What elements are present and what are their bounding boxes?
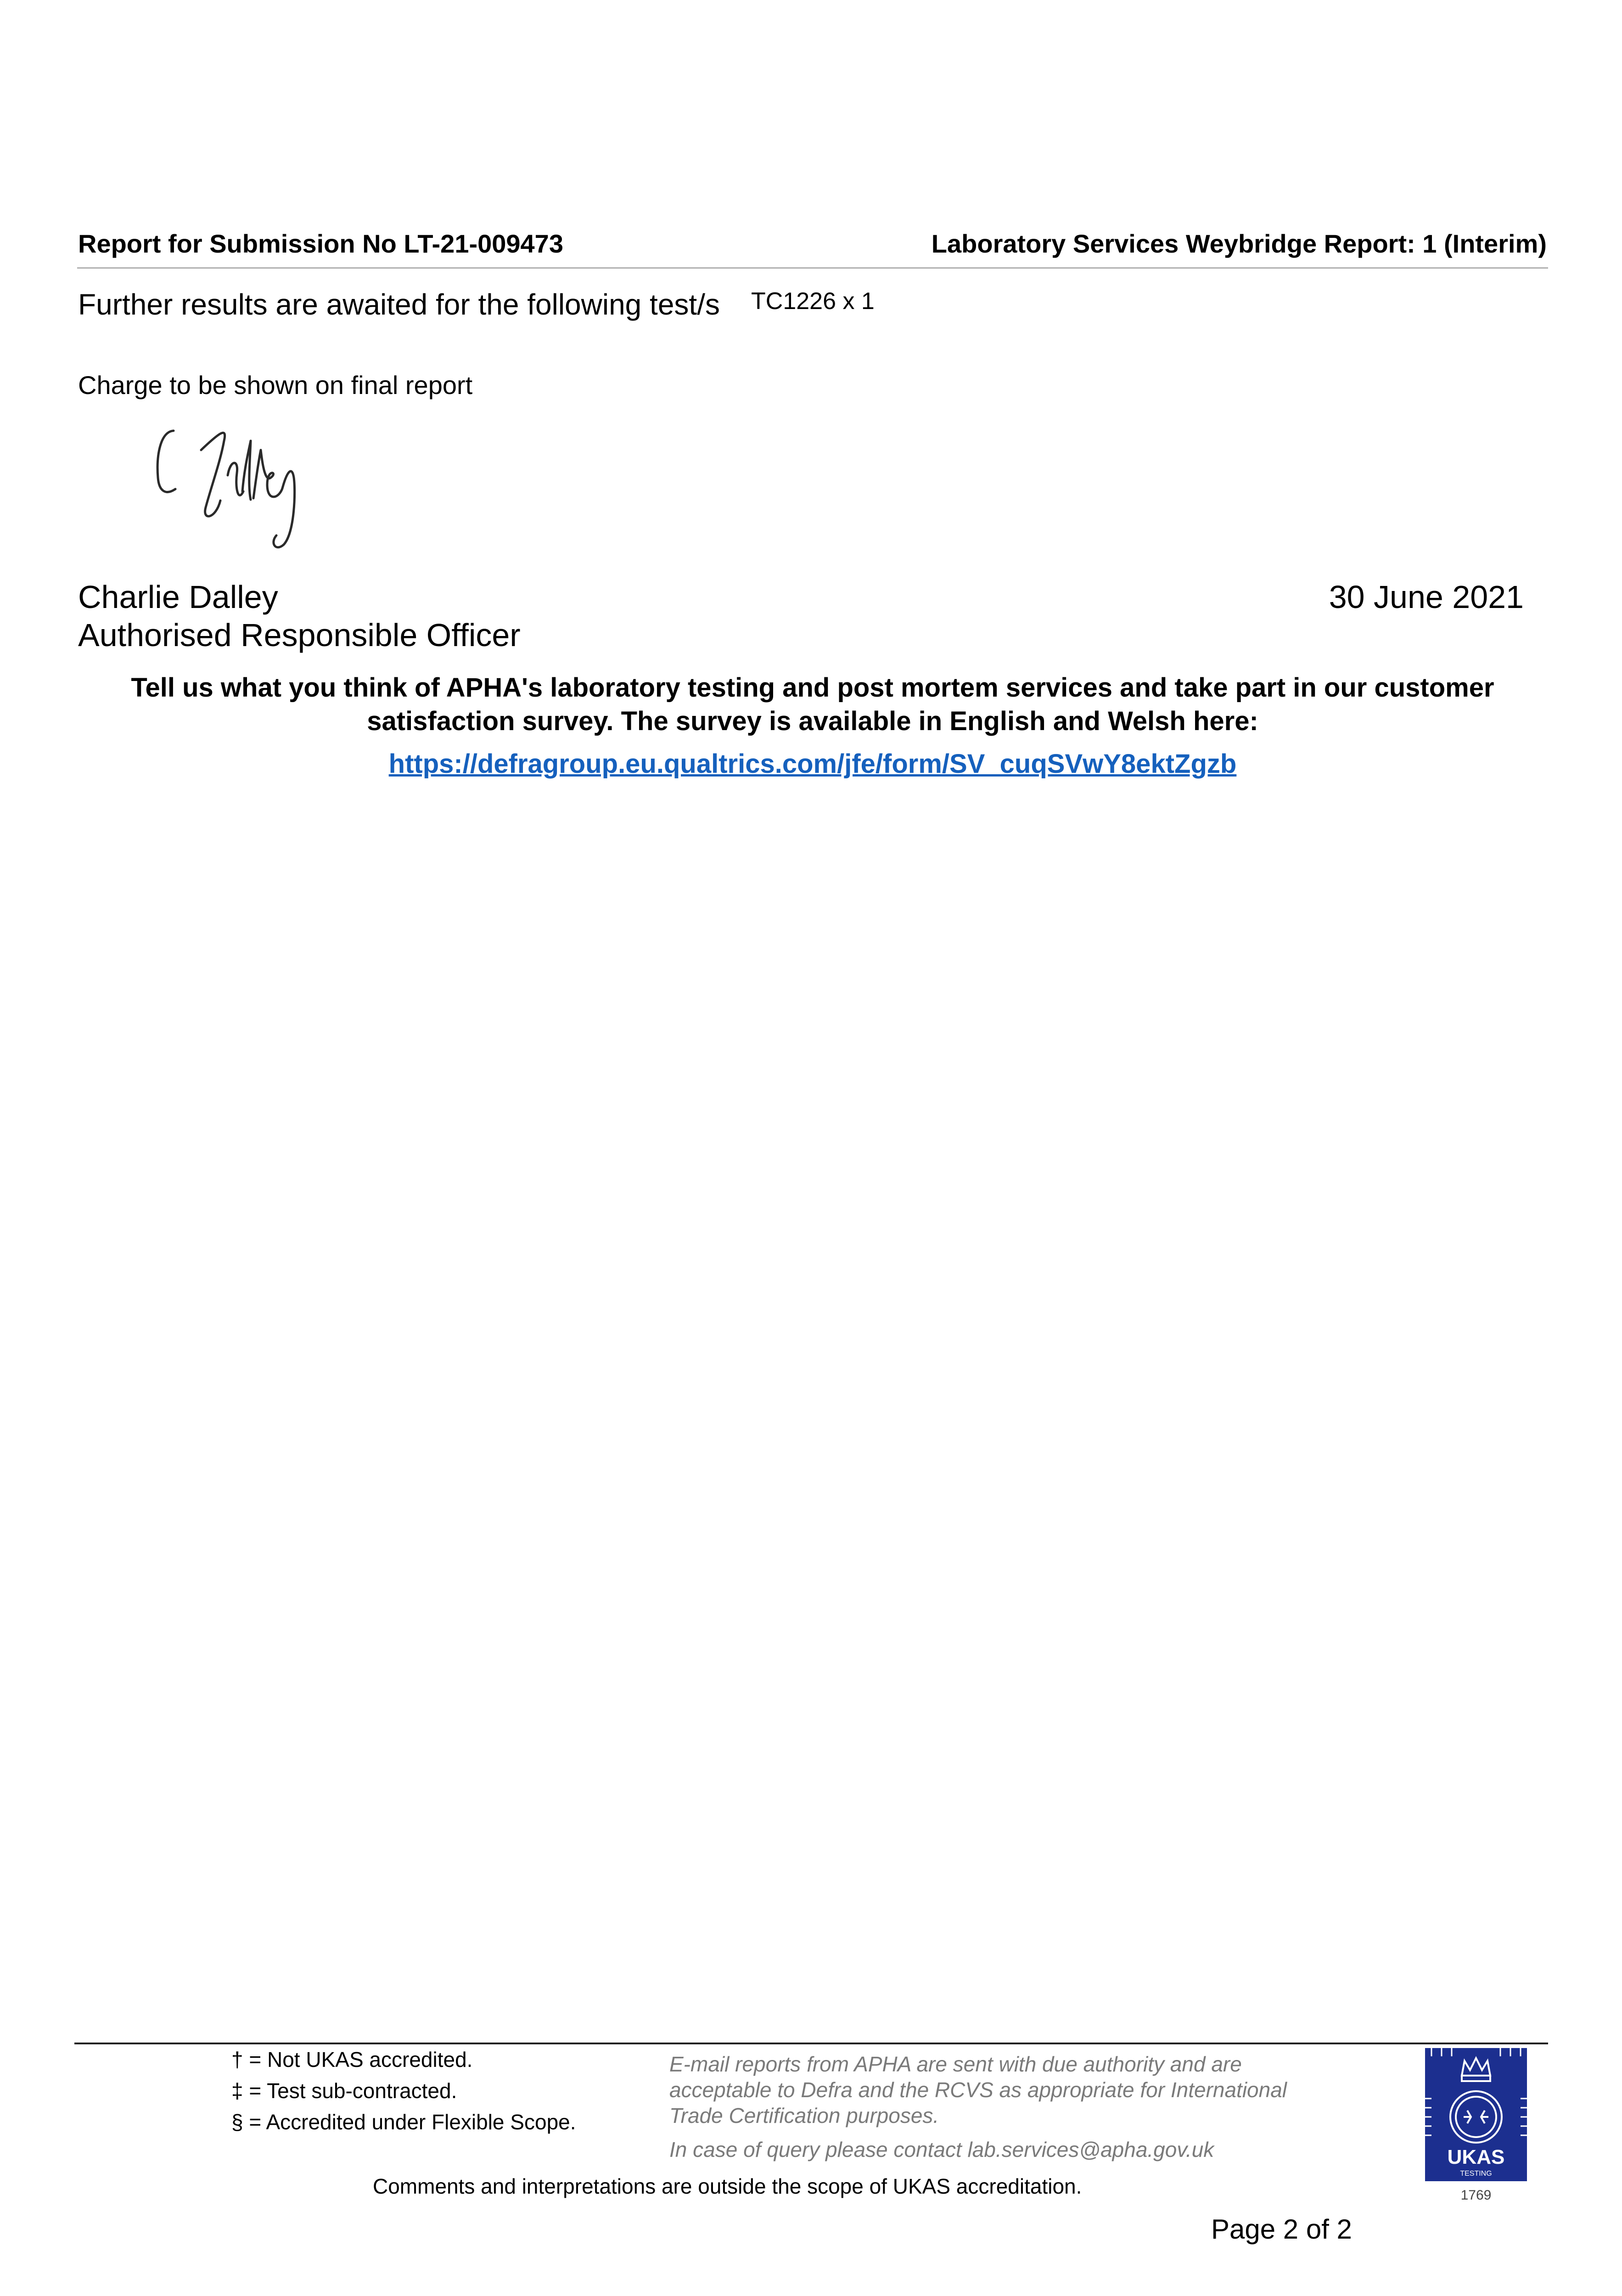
footer-divider: [74, 2043, 1548, 2044]
signer-role: Authorised Responsible Officer: [78, 617, 521, 653]
survey-line-2: satisfaction survey. The survey is available in English and Welsh here:: [367, 706, 1258, 736]
pending-results-label: Further results are awaited for the following test/s: [78, 288, 720, 321]
charge-note: Charge to be shown on final report: [78, 371, 473, 400]
survey-link[interactable]: https://defragroup.eu.qualtrics.com/jfe/form/SV_cuqSVwY8ektZgzb: [388, 749, 1237, 779]
footer-notice-line: E-mail reports from APHA are sent with due authority and are: [669, 2052, 1242, 2076]
footer-notice-line: acceptable to Defra and the RCVS as appropriate for International: [669, 2078, 1287, 2102]
ukas-logo: [1425, 2048, 1527, 2206]
signature-image: [147, 422, 321, 565]
header-divider: [77, 267, 1548, 269]
survey-invitation: [101, 671, 1524, 738]
footer-comments: Comments and interpretations are outside the scope of UKAS accreditation.: [373, 2174, 1082, 2198]
report-submission-number: Report for Submission No LT-21-009473: [78, 229, 563, 258]
page-number: Page 2 of 2: [1211, 2214, 1352, 2245]
ukas-logo-sublabel: TESTING: [1460, 2170, 1492, 2178]
pending-tests: TC1226 x 1: [751, 288, 875, 315]
ukas-logo-label: UKAS: [1447, 2146, 1505, 2168]
report-lab-title: Laboratory Services Weybridge Report: 1 (Interim): [931, 229, 1547, 258]
ukas-logo-number: 1769: [1460, 2188, 1492, 2203]
report-date: 30 June 2021: [1329, 579, 1524, 615]
footer-key-flexible-scope: § = Accredited under Flexible Scope.: [231, 2110, 576, 2134]
survey-line-1: Tell us what you think of APHA's laboratory testing and post mortem services and take part in our customer: [131, 673, 1494, 703]
signer-name: Charlie Dalley: [78, 579, 278, 615]
footer-contact-line: In case of query please contact lab.services@apha.gov.uk: [669, 2138, 1214, 2161]
footer-notice-line: Trade Certification purposes.: [669, 2104, 939, 2127]
footer-key-not-accredited: † = Not UKAS accredited.: [231, 2048, 473, 2071]
footer-key-subcontracted: ‡ = Test sub-contracted.: [231, 2079, 457, 2103]
